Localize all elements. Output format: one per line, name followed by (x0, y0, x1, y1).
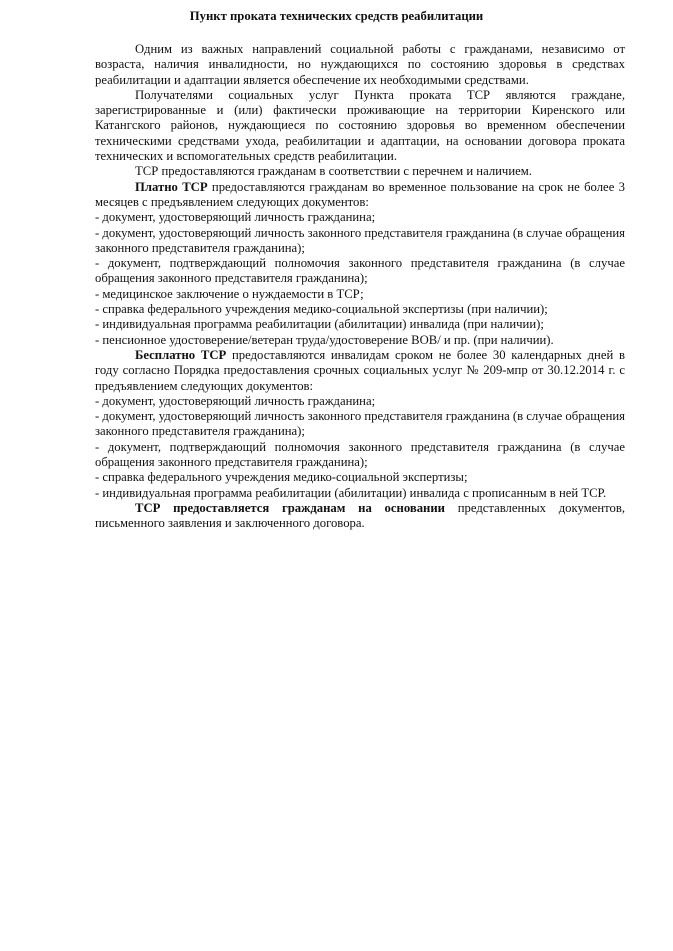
list-item (95, 486, 625, 501)
paragraph-free-tsr (95, 348, 625, 394)
list-item-text: - справка федерального учреждения медико-социальной экспертизы; (95, 470, 468, 485)
paragraph-text: предоставляются инвалидам сроком не более 30 календарных дней в году согласно Порядка предоставления срочных социальных услуг № 209-мпр от 30.12.2014 г. с предъявлением следующих документов: (95, 347, 625, 393)
list-item (95, 210, 625, 225)
list-item-text: - документ, удостоверяющий личность гражданина; (95, 393, 376, 408)
document-body (95, 42, 625, 532)
list-item (95, 287, 625, 302)
list-item-text: - документ, удостоверяющий личность законного представителя гражданина (в случае обращения законного представителя гражданина); (95, 225, 626, 255)
list-item (95, 409, 625, 440)
paragraph-intro (95, 42, 625, 88)
paragraph-availability (95, 164, 625, 179)
list-item (95, 226, 625, 257)
list-item-text: - индивидуальная программа реабилитации (абилитации) инвалида (при наличии); (95, 317, 544, 332)
paragraph-text: Одним из важных направлений социальной работы с гражданами, независимо от возраста, наличия инвалидности, но нуждающихся по состоянию здоровья в средствах реабилитации и адаптации является обеспечение их необходимыми средствами. (95, 42, 625, 87)
document-title: Пункт проката технических средств реабилитации (189, 9, 484, 23)
paragraph-recipients (95, 88, 625, 164)
paragraph-bold-lead: Платно ТСР (135, 179, 208, 194)
list-item (95, 333, 625, 348)
list-item-text: - медицинское заключение о нуждаемости в ТСР; (95, 286, 364, 301)
list-item (95, 470, 625, 485)
list-item-text: - пенсионное удостоверение/ветеран труда/удостоверение ВОВ/ и пр. (при наличии). (95, 332, 554, 347)
list-item-text: - справка федерального учреждения медико-социальной экспертизы (при наличии); (95, 302, 548, 317)
list-item-text: - документ, подтверждающий полномочия законного представителя гражданина (в случае обращения законного представителя гражданина); (95, 439, 625, 470)
paragraph-text: представленных документов, письменного заявления и заключенного договора. (95, 500, 625, 531)
list-item-text: - документ, удостоверяющий личность законного представителя гражданина (в случае обращения законного представителя гражданина); (95, 409, 626, 439)
paragraph-text: предоставляются гражданам во временное пользование на срок не более 3 месяцев с предъявлением следующих документов: (95, 179, 625, 209)
list-item (95, 394, 625, 409)
list-item (95, 256, 625, 287)
paragraph-text: Получателями социальных услуг Пункта проката ТСР являются граждане, зарегистрированные и (или) фактически проживающие на территории Киренского или Катангского районов, нуждающиеся по состоянию здоровья во временном обеспечении техническими средствами ухода, реабилитации и адаптации, на основании договора проката технических и вспомогательных средств реабилитации. (95, 87, 625, 164)
list-item-text: - документ, удостоверяющий личность гражданина; (95, 210, 376, 225)
list-item (95, 440, 625, 471)
paragraph-text: ТСР предоставляются гражданам в соответствии с перечнем и наличием. (135, 164, 532, 179)
paragraph-conclusion (95, 501, 625, 532)
list-item-text: - документ, подтверждающий полномочия законного представителя гражданина (в случае обращения законного представителя гражданина); (95, 256, 625, 286)
list-item-text: - индивидуальная программа реабилитации (абилитации) инвалида с прописанным в ней ТСР. (95, 485, 607, 500)
paragraph-bold-lead: ТСР предоставляется гражданам на основании (135, 500, 445, 515)
list-item (95, 302, 625, 317)
paragraph-bold-lead: Бесплатно ТСР (135, 347, 227, 362)
list-item (95, 317, 625, 332)
paragraph-paid-tsr (95, 180, 625, 211)
